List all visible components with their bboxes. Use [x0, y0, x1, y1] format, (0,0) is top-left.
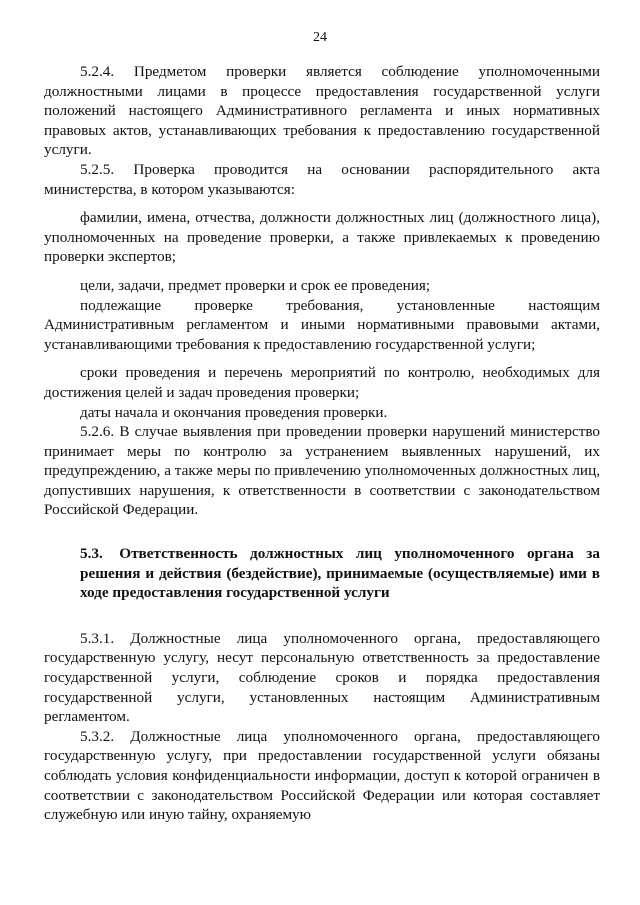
list-item-inspectors: фамилии, имена, отчества, должности должностных лиц (должностного лица), уполномоченных на проведение проверки, а также привлекаемых к проведению проверки экспертов; — [44, 209, 600, 266]
list-item-terms: сроки проведения и перечень мероприятий по контролю, необходимых для достижения целей и задач проведения проверки; — [44, 364, 600, 401]
paragraph-5-3-2: 5.3.2. Должностные лица уполномоченного органа, предоставляющего государственную услугу, при предоставлении государственной услуги обязаны соблюдать условия конфиденциальности информации, доступ к которой ограничен в соответствии с законодательством Российской Федерации или которая составляет служебную или иную тайну, охраняемую — [44, 727, 600, 824]
section-heading-number: 5.3. — [80, 545, 103, 563]
paragraph-5-3-1: 5.3.1. Должностные лица уполномоченного органа, предоставляющего государственную услугу, несут персональную ответственность за предоставление государственной услуги, соблюдение сроков и порядка предоставления государственной услуги, установленных настоящим Административным регламентом. — [44, 629, 600, 726]
list-item-requirements: подлежащие проверке требования, установленные настоящим Административным регламентом и иными нормативными правовыми актами, устанавливающими требования к предоставлению государственной услуги; — [44, 296, 600, 353]
list-item-dates: даты начала и окончания проведения проверки. — [80, 403, 388, 421]
paragraph-5-2-5: 5.2.5. Проверка проводится на основании распорядительного акта министерства, в котором указываются: — [44, 160, 600, 198]
paragraph-5-2-6: 5.2.6. В случае выявления при проведении проверки нарушений министерство принимает меры по контролю за устранением выявленных нарушений, их предупреждению, а также меры по привлечению уполномоченных должностных лиц, допустивших нарушения, к ответственности в соответствии с законодательством Российской Федерации. — [44, 423, 600, 519]
document-body — [44, 62, 600, 825]
section-heading-text: Ответственность должностных лиц уполномоченного органа за решения и действия (бездействие), принимаемые (осуществляемые) ими в ходе предоставления государственной услуги — [80, 545, 600, 602]
page-number: 24 — [313, 30, 327, 45]
list-item-goals: цели, задачи, предмет проверки и срок ее проведения; — [80, 276, 431, 294]
paragraph-5-2-4: 5.2.4. Предметом проверки является соблюдение уполномоченными должностными лицами в процессе предоставления государственной услуги положений настоящего Административного регламента и иных нормативных правовых актов, устанавливающих требования к предоставлению государственной услуги. — [44, 63, 600, 159]
section-heading-5-3 — [80, 544, 600, 603]
